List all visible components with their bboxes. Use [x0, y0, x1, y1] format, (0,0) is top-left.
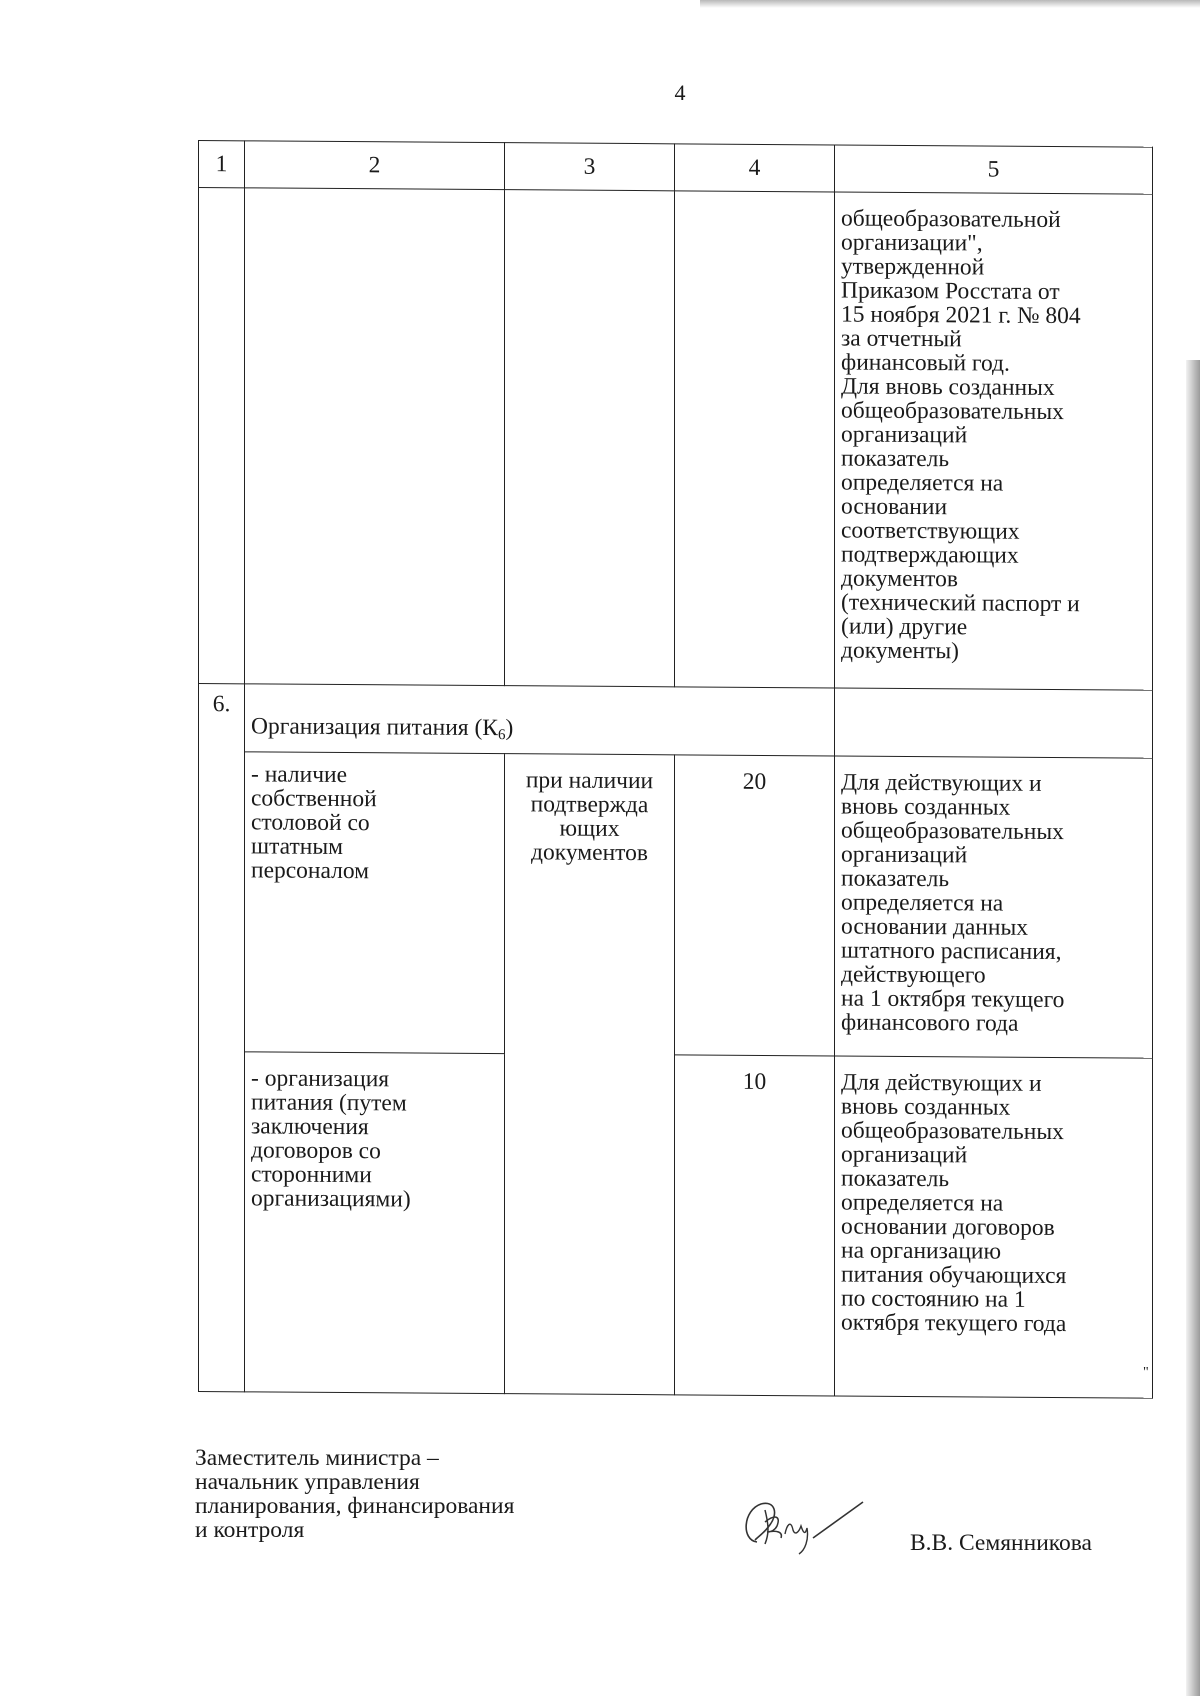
scan-edge-right [1186, 360, 1200, 1696]
section-empty-cell [835, 688, 1153, 758]
table-row [199, 1052, 1153, 1399]
continuation-note: общеобразовательной организации", утвержденной Приказом Росстата от 15 ноября 2021 г. № 804 за отчетный финансовый год. Для вновь созданных общеобразовательных организаций показатель определяется на основании соответствующих подтверждающих документов (технический паспорт и (или) другие документы) [835, 192, 1153, 690]
header-cell-2: 2 [245, 141, 505, 190]
signer-name: В.В. Семянникова [910, 1530, 1092, 1556]
signer-position: Заместитель министра – начальник управления планирования, финансирования и контроля [195, 1445, 515, 1543]
condition-cell: при наличии подтвержда ющих документов [505, 754, 675, 1395]
note-cell: Для действующих и вновь созданных общеобразовательных организаций показатель определяется на основании договоров на организацию питания обучающихся по состоянию на 1 октября текущего года [835, 1056, 1153, 1398]
continuation-cell-3 [505, 190, 675, 687]
section-number: 6. [199, 684, 245, 1392]
closing-quote-mark: " [1143, 1365, 1149, 1380]
header-cell-1: 1 [199, 141, 245, 188]
section-title-text: Организация питания (К [251, 713, 498, 742]
continuation-cell-4 [675, 191, 835, 688]
continuation-cell-1 [199, 188, 245, 684]
continuation-row [199, 188, 1153, 691]
points-cell: 20 [675, 755, 835, 1056]
page-number: 4 [674, 80, 686, 105]
scan-edge-top [700, 0, 1200, 8]
section-title-suffix: ) [505, 715, 514, 742]
handwritten-signature [735, 1480, 870, 1560]
section-title-subscript: 6 [497, 727, 506, 744]
section-title [245, 684, 835, 756]
table-header-row [199, 141, 1153, 195]
points-cell: 10 [675, 1055, 835, 1396]
criteria-table [198, 140, 1153, 1399]
section-row [199, 684, 1153, 759]
note-cell: Для действующих и вновь созданных общеобразовательных организаций показатель определяется на основании данных штатного расписания, действующего на 1 октября текущего финансового года [835, 756, 1153, 1058]
header-cell-4: 4 [675, 144, 835, 192]
header-cell-3: 3 [505, 143, 675, 191]
indicator-cell: - организация питания (путем заключения договоров со сторонними организациями) [245, 1052, 505, 1394]
indicator-cell: - наличие собственной столовой со штатным персоналом [245, 752, 505, 1054]
header-cell-5: 5 [835, 145, 1153, 194]
table-row [199, 752, 1153, 1059]
continuation-cell-2 [245, 188, 505, 686]
